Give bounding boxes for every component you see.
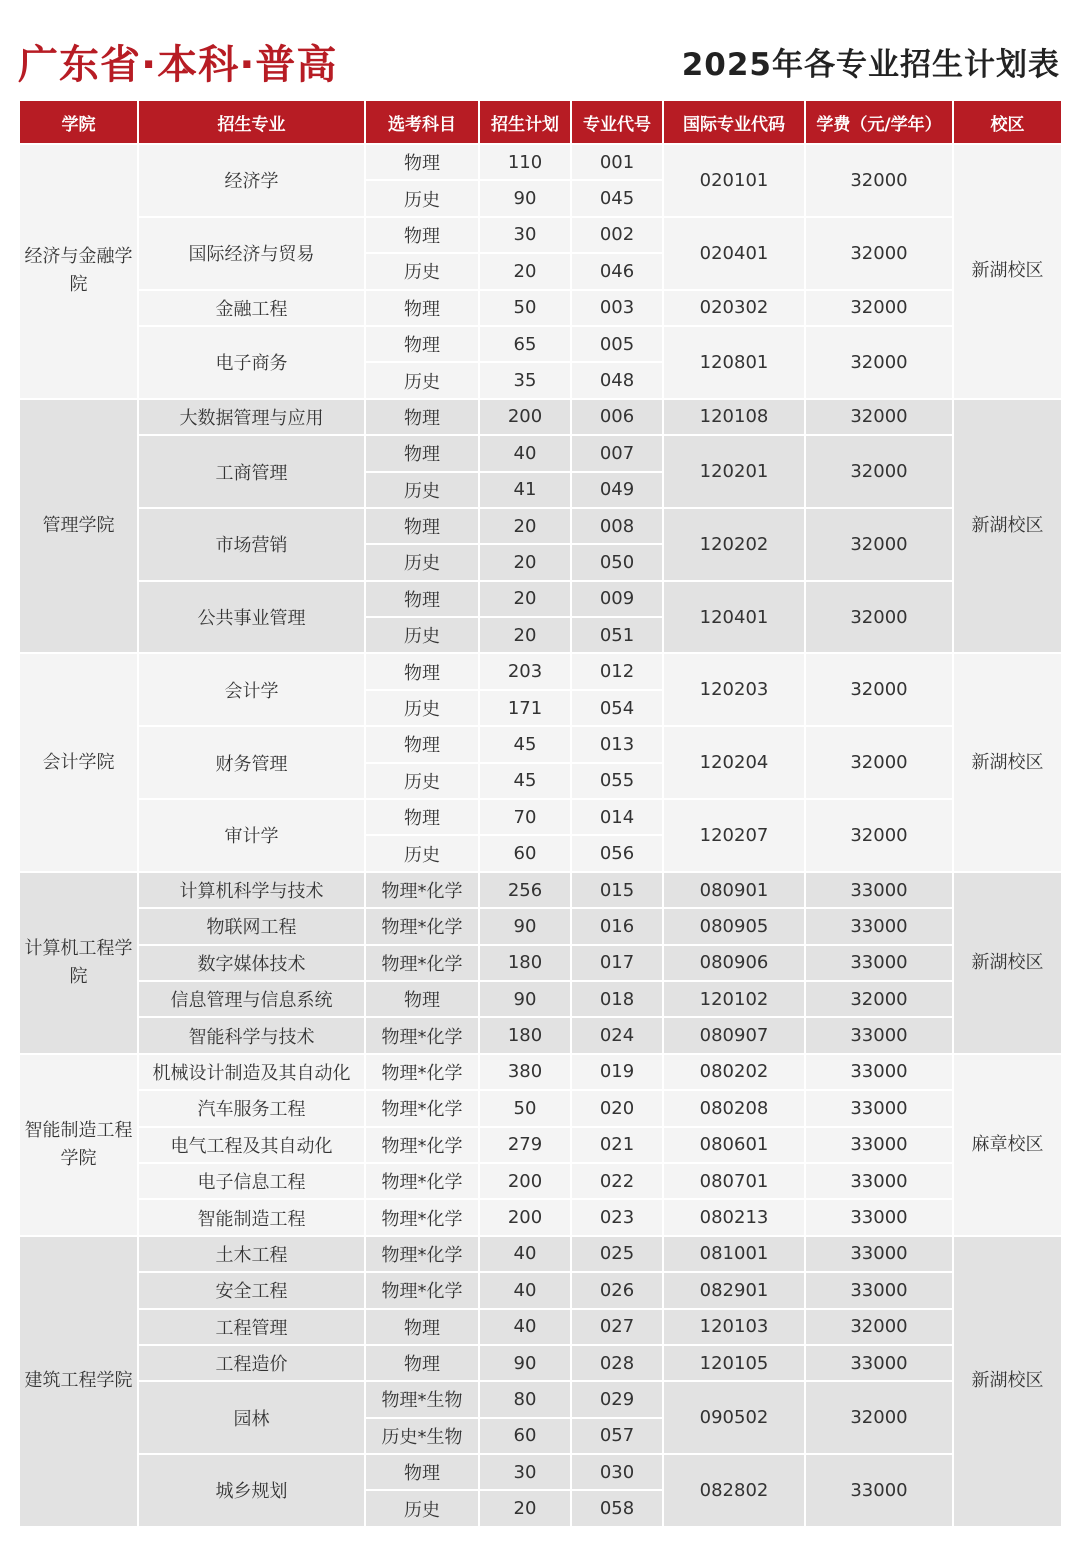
major-code-cell: 017 [572, 946, 662, 980]
plan-count-cell: 60 [480, 836, 570, 870]
subject-cell: 物理*化学 [366, 1273, 478, 1307]
table-row [20, 582, 1061, 616]
table-row [20, 982, 1061, 1016]
tuition-cell: 33000 [806, 1200, 952, 1234]
plan-count-cell: 90 [480, 982, 570, 1016]
intl-code-cell: 120103 [664, 1310, 804, 1344]
intl-code-cell: 080906 [664, 946, 804, 980]
major-name-cell: 智能科学与技术 [139, 1018, 364, 1052]
major-name-cell: 财务管理 [139, 727, 364, 798]
intl-code-cell: 120207 [664, 800, 804, 871]
major-name-cell: 经济学 [139, 145, 364, 216]
plan-count-cell: 40 [480, 436, 570, 470]
table-row [20, 800, 1061, 834]
plan-count-cell: 40 [480, 1237, 570, 1271]
plan-count-cell: 60 [480, 1419, 570, 1453]
plan-count-cell: 45 [480, 764, 570, 798]
subject-cell: 历史 [366, 545, 478, 579]
tuition-cell: 32000 [806, 654, 952, 725]
major-code-cell: 020 [572, 1091, 662, 1125]
major-name-cell: 安全工程 [139, 1273, 364, 1307]
subject-cell: 物理 [366, 582, 478, 616]
intl-code-cell: 020302 [664, 291, 804, 325]
subject-cell: 历史 [366, 764, 478, 798]
plan-count-cell: 41 [480, 473, 570, 507]
campus-cell: 麻章校区 [954, 1055, 1061, 1235]
major-code-cell: 014 [572, 800, 662, 834]
tuition-cell: 32000 [806, 291, 952, 325]
major-code-cell: 007 [572, 436, 662, 470]
campus-cell: 新湖校区 [954, 145, 1061, 398]
subject-cell: 物理 [366, 1346, 478, 1380]
major-code-cell: 018 [572, 982, 662, 1016]
major-code-cell: 001 [572, 145, 662, 179]
plan-count-cell: 110 [480, 145, 570, 179]
major-code-cell: 027 [572, 1310, 662, 1344]
table-row [20, 654, 1061, 688]
major-name-cell: 信息管理与信息系统 [139, 982, 364, 1016]
major-name-cell: 大数据管理与应用 [139, 400, 364, 434]
intl-code-cell: 082802 [664, 1455, 804, 1526]
college-group [20, 400, 1061, 653]
intl-code-cell: 120202 [664, 509, 804, 580]
plan-count-cell: 30 [480, 1455, 570, 1489]
major-code-cell: 045 [572, 181, 662, 215]
college-group [20, 1055, 1061, 1235]
table-row [20, 291, 1061, 325]
table-row [20, 1055, 1061, 1089]
major-code-cell: 030 [572, 1455, 662, 1489]
tuition-cell: 32000 [806, 1382, 952, 1453]
major-name-cell: 计算机科学与技术 [139, 873, 364, 907]
plan-count-cell: 80 [480, 1382, 570, 1416]
plan-count-cell: 20 [480, 1491, 570, 1525]
major-code-cell: 050 [572, 545, 662, 579]
intl-code-cell: 020101 [664, 145, 804, 216]
major-name-cell: 智能制造工程 [139, 1200, 364, 1234]
major-code-cell: 005 [572, 327, 662, 361]
major-code-cell: 046 [572, 254, 662, 288]
major-name-cell: 电子信息工程 [139, 1164, 364, 1198]
tuition-cell: 32000 [806, 509, 952, 580]
intl-code-cell: 080208 [664, 1091, 804, 1125]
tuition-cell: 32000 [806, 800, 952, 871]
major-name-cell: 工程管理 [139, 1310, 364, 1344]
intl-code-cell: 080601 [664, 1128, 804, 1162]
plan-count-cell: 45 [480, 727, 570, 761]
major-code-cell: 054 [572, 691, 662, 725]
major-code-cell: 029 [572, 1382, 662, 1416]
subject-cell: 物理 [366, 1310, 478, 1344]
subject-cell: 历史 [366, 254, 478, 288]
table-row [20, 436, 1061, 470]
column-header-campus: 校区 [954, 101, 1061, 143]
major-code-cell: 002 [572, 218, 662, 252]
plan-count-cell: 90 [480, 909, 570, 943]
intl-code-cell: 120105 [664, 1346, 804, 1380]
plan-count-cell: 35 [480, 363, 570, 397]
subject-cell: 历史 [366, 473, 478, 507]
tuition-cell: 32000 [806, 1310, 952, 1344]
major-name-cell: 审计学 [139, 800, 364, 871]
tuition-cell: 33000 [806, 1164, 952, 1198]
college-group [20, 145, 1061, 398]
table-header [20, 101, 1061, 143]
major-code-cell: 012 [572, 654, 662, 688]
major-name-cell: 市场营销 [139, 509, 364, 580]
tuition-cell: 33000 [806, 1273, 952, 1307]
college-name-cell: 建筑工程学院 [20, 1237, 137, 1526]
subject-cell: 物理 [366, 291, 478, 325]
tuition-cell: 33000 [806, 1091, 952, 1125]
plan-count-cell: 279 [480, 1128, 570, 1162]
campus-cell: 新湖校区 [954, 873, 1061, 1053]
subject-cell: 物理 [366, 436, 478, 470]
intl-code-cell: 120401 [664, 582, 804, 653]
subject-cell: 历史 [366, 618, 478, 652]
college-name-cell: 计算机工程学院 [20, 873, 137, 1053]
tuition-cell: 33000 [806, 1346, 952, 1380]
subject-cell: 物理*生物 [366, 1382, 478, 1416]
brand-title: 广东省·本科·普高 [18, 41, 338, 88]
tuition-cell: 33000 [806, 1018, 952, 1052]
college-group [20, 873, 1061, 1053]
subject-cell: 历史 [366, 363, 478, 397]
table-row [20, 145, 1061, 179]
major-code-cell: 019 [572, 1055, 662, 1089]
college-name-cell: 经济与金融学院 [20, 145, 137, 398]
subject-cell: 物理*化学 [366, 946, 478, 980]
plan-count-cell: 380 [480, 1055, 570, 1089]
subject-cell: 物理 [366, 800, 478, 834]
major-code-cell: 013 [572, 727, 662, 761]
major-code-cell: 024 [572, 1018, 662, 1052]
subject-cell: 物理*化学 [366, 1091, 478, 1125]
tuition-cell: 32000 [806, 582, 952, 653]
column-header-subjects: 选考科目 [366, 101, 478, 143]
tuition-cell: 32000 [806, 982, 952, 1016]
tuition-cell: 33000 [806, 1128, 952, 1162]
tuition-cell: 32000 [806, 400, 952, 434]
college-name-cell: 智能制造工程学院 [20, 1055, 137, 1235]
header-row [20, 101, 1061, 143]
major-code-cell: 049 [572, 473, 662, 507]
intl-code-cell: 120204 [664, 727, 804, 798]
table-row [20, 1091, 1061, 1125]
table-row [20, 1346, 1061, 1380]
plan-count-cell: 20 [480, 545, 570, 579]
major-name-cell: 金融工程 [139, 291, 364, 325]
column-header-tuition: 学费（元/学年） [806, 101, 952, 143]
plan-count-cell: 20 [480, 254, 570, 288]
subject-cell: 历史 [366, 181, 478, 215]
table-row [20, 327, 1061, 361]
major-name-cell: 城乡规划 [139, 1455, 364, 1526]
intl-code-cell: 120203 [664, 654, 804, 725]
subject-cell: 物理*化学 [366, 909, 478, 943]
major-name-cell: 数字媒体技术 [139, 946, 364, 980]
table-row [20, 1018, 1061, 1052]
plan-count-cell: 90 [480, 1346, 570, 1380]
table-row [20, 1164, 1061, 1198]
major-code-cell: 025 [572, 1237, 662, 1271]
plan-count-cell: 20 [480, 582, 570, 616]
subject-cell: 物理*化学 [366, 1055, 478, 1089]
major-code-cell: 056 [572, 836, 662, 870]
plan-count-cell: 180 [480, 946, 570, 980]
subject-cell: 历史*生物 [366, 1419, 478, 1453]
campus-cell: 新湖校区 [954, 400, 1061, 653]
tuition-cell: 32000 [806, 727, 952, 798]
intl-code-cell: 080901 [664, 873, 804, 907]
major-code-cell: 006 [572, 400, 662, 434]
tuition-cell: 33000 [806, 946, 952, 980]
major-name-cell: 电气工程及其自动化 [139, 1128, 364, 1162]
table-row [20, 727, 1061, 761]
subject-cell: 历史 [366, 691, 478, 725]
table-row [20, 946, 1061, 980]
major-code-cell: 051 [572, 618, 662, 652]
subject-cell: 物理*化学 [366, 1128, 478, 1162]
major-code-cell: 003 [572, 291, 662, 325]
subject-cell: 物理*化学 [366, 1200, 478, 1234]
intl-code-cell: 020401 [664, 218, 804, 289]
plan-count-cell: 50 [480, 291, 570, 325]
table-row [20, 909, 1061, 943]
subject-cell: 物理*化学 [366, 873, 478, 907]
major-code-cell: 015 [572, 873, 662, 907]
subject-cell: 物理*化学 [366, 1164, 478, 1198]
tuition-cell: 32000 [806, 218, 952, 289]
major-code-cell: 022 [572, 1164, 662, 1198]
major-code-cell: 009 [572, 582, 662, 616]
major-name-cell: 园林 [139, 1382, 364, 1453]
plan-count-cell: 180 [480, 1018, 570, 1052]
tuition-cell: 33000 [806, 1237, 952, 1271]
table-row [20, 400, 1061, 434]
plan-count-cell: 50 [480, 1091, 570, 1125]
plan-count-cell: 65 [480, 327, 570, 361]
enrollment-plan-table [18, 99, 1063, 1528]
subject-cell: 历史 [366, 836, 478, 870]
subject-cell: 物理*化学 [366, 1237, 478, 1271]
campus-cell: 新湖校区 [954, 1237, 1061, 1526]
major-name-cell: 物联网工程 [139, 909, 364, 943]
intl-code-cell: 080213 [664, 1200, 804, 1234]
plan-count-cell: 40 [480, 1273, 570, 1307]
subject-cell: 物理 [366, 400, 478, 434]
major-name-cell: 工程造价 [139, 1346, 364, 1380]
page-header [18, 30, 1060, 92]
intl-code-cell: 120102 [664, 982, 804, 1016]
table-row [20, 1455, 1061, 1489]
plan-count-cell: 200 [480, 400, 570, 434]
subject-cell: 物理 [366, 982, 478, 1016]
tuition-cell: 32000 [806, 436, 952, 507]
plan-count-cell: 20 [480, 509, 570, 543]
column-header-plan: 招生计划 [480, 101, 570, 143]
intl-code-cell: 080701 [664, 1164, 804, 1198]
intl-code-cell: 120108 [664, 400, 804, 434]
major-code-cell: 023 [572, 1200, 662, 1234]
tuition-cell: 33000 [806, 873, 952, 907]
subject-cell: 物理 [366, 145, 478, 179]
column-header-intl-code: 国际专业代码 [664, 101, 804, 143]
plan-count-cell: 203 [480, 654, 570, 688]
intl-code-cell: 120201 [664, 436, 804, 507]
major-code-cell: 026 [572, 1273, 662, 1307]
plan-count-cell: 200 [480, 1164, 570, 1198]
subject-cell: 物理 [366, 218, 478, 252]
major-name-cell: 工商管理 [139, 436, 364, 507]
subject-cell: 物理 [366, 1455, 478, 1489]
subject-cell: 历史 [366, 1491, 478, 1525]
table-row [20, 1200, 1061, 1234]
table-row [20, 1273, 1061, 1307]
major-code-cell: 016 [572, 909, 662, 943]
tuition-cell: 33000 [806, 1455, 952, 1526]
intl-code-cell: 080907 [664, 1018, 804, 1052]
table-row [20, 873, 1061, 907]
intl-code-cell: 081001 [664, 1237, 804, 1271]
intl-code-cell: 080905 [664, 909, 804, 943]
major-name-cell: 机械设计制造及其自动化 [139, 1055, 364, 1089]
subject-cell: 物理 [366, 727, 478, 761]
major-code-cell: 058 [572, 1491, 662, 1525]
intl-code-cell: 090502 [664, 1382, 804, 1453]
document-title: 2025年各专业招生计划表 [681, 46, 1060, 83]
major-code-cell: 021 [572, 1128, 662, 1162]
table-row [20, 509, 1061, 543]
major-name-cell: 会计学 [139, 654, 364, 725]
subject-cell: 物理*化学 [366, 1018, 478, 1052]
column-header-major-code: 专业代号 [572, 101, 662, 143]
major-code-cell: 055 [572, 764, 662, 798]
plan-count-cell: 40 [480, 1310, 570, 1344]
major-code-cell: 028 [572, 1346, 662, 1380]
major-name-cell: 汽车服务工程 [139, 1091, 364, 1125]
subject-cell: 物理 [366, 654, 478, 688]
major-name-cell: 电子商务 [139, 327, 364, 398]
plan-count-cell: 20 [480, 618, 570, 652]
intl-code-cell: 082901 [664, 1273, 804, 1307]
plan-count-cell: 90 [480, 181, 570, 215]
tuition-cell: 33000 [806, 909, 952, 943]
column-header-major: 招生专业 [139, 101, 364, 143]
plan-count-cell: 200 [480, 1200, 570, 1234]
plan-count-cell: 171 [480, 691, 570, 725]
major-name-cell: 土木工程 [139, 1237, 364, 1271]
tuition-cell: 32000 [806, 327, 952, 398]
college-group [20, 1237, 1061, 1526]
table-row [20, 1310, 1061, 1344]
major-name-cell: 公共事业管理 [139, 582, 364, 653]
college-name-cell: 管理学院 [20, 400, 137, 653]
major-name-cell: 国际经济与贸易 [139, 218, 364, 289]
tuition-cell: 33000 [806, 1055, 952, 1089]
major-code-cell: 008 [572, 509, 662, 543]
intl-code-cell: 080202 [664, 1055, 804, 1089]
major-code-cell: 057 [572, 1419, 662, 1453]
major-code-cell: 048 [572, 363, 662, 397]
table-row [20, 1237, 1061, 1271]
column-header-college: 学院 [20, 101, 137, 143]
plan-count-cell: 256 [480, 873, 570, 907]
intl-code-cell: 120801 [664, 327, 804, 398]
plan-count-cell: 30 [480, 218, 570, 252]
tuition-cell: 32000 [806, 145, 952, 216]
table-row [20, 218, 1061, 252]
table-row [20, 1128, 1061, 1162]
college-name-cell: 会计学院 [20, 654, 137, 870]
table-row [20, 1382, 1061, 1416]
campus-cell: 新湖校区 [954, 654, 1061, 870]
subject-cell: 物理 [366, 327, 478, 361]
college-group [20, 654, 1061, 870]
plan-count-cell: 70 [480, 800, 570, 834]
subject-cell: 物理 [366, 509, 478, 543]
